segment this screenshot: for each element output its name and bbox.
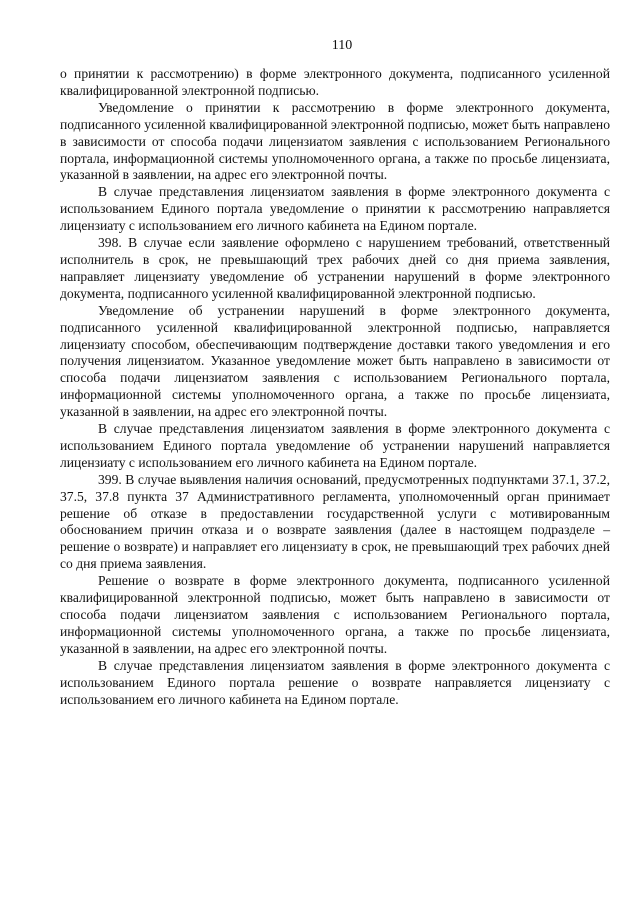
- paragraph-continuation: о принятии к рассмотрению) в форме электронного документа, подписанного усиленной квалифицированной электронной подписью.: [60, 66, 610, 98]
- page-number: 110: [331, 38, 353, 53]
- paragraph-unified-portal-acceptance: В случае представления лицензиатом заявления в форме электронного документа с использованием Единого портала уведомление о принятии к рассмотрению направляется лицензиату с использованием его личного кабинета на Едином портале.: [60, 184, 610, 234]
- paragraph-notice-acceptance: Уведомление о принятии к рассмотрению в форме электронного документа, подписанного усиленной квалифицированной электронной подписью, может быть направлено в зависимости от способа подачи лицензиатом заявления с использованием Регионального портала, информационной системы уполномоченного органа, а также по просьбе лицензиата, указанной в заявлении, на адрес его электронной почты.: [60, 99, 610, 183]
- paragraph-398: 398. В случае если заявление оформлено с нарушением требований, ответственный исполнитель в срок, не превышающий трех рабочих дней со дня приема заявления, направляет лицензиату уведомление об устранении нарушений в форме электронного документа, подписанного усиленной квалифицированной электронной подписью.: [60, 235, 610, 301]
- paragraph-return-decision: Решение о возврате в форме электронного документа, подписанного усиленной квалифицированной электронной подписью, может быть направлено в зависимости от способа подачи лицензиатом заявления с использованием Регионального портала, информационной системы уполномоченного органа, а также по просьбе лицензиата, указанной в заявлении, на адрес его электронной почты.: [60, 573, 610, 656]
- paragraph-unified-portal-violation: В случае представления лицензиатом заявления в форме электронного документа с использованием Единого портала уведомление об устранении нарушений направляется лицензиату с использованием его личного кабинета на Едином портале.: [60, 421, 610, 470]
- paragraph-399: 399. В случае выявления наличия оснований, предусмотренных подпунктами 37.1, 37.2, 37.5, 37.8 пункта 37 Административного регламента, уполномоченный орган принимает решение об отказе в предоставлении государственной услуги с мотивированным обоснованием причин отказа и о возврате заявления (далее в настоящем подразделе – решение о возврате) и направляет его лицензиату в срок, не превышающий трех рабочих дней со дня приема заявления.: [60, 471, 610, 572]
- paragraph-violation-notice: Уведомление об устранении нарушений в форме электронного документа, подписанного усиленной квалифицированной электронной подписью, направляется лицензиату способом, обеспечивающим подтверждение доставки такого уведомления и его получения лицензиатом. Указанное уведомление может быть направлено в зависимости от способа подачи лицензиатом заявления с использованием Регионального портала, информационной системы уполномоченного органа, а также по просьбе лицензиата, указанной в заявлении, на адрес его электронной почты.: [60, 302, 610, 420]
- paragraph-unified-portal-return: В случае представления лицензиатом заявления в форме электронного документа с использованием Единого портала решение о возврате направляется лицензиату с использованием его личного кабинета на Едином портале.: [60, 657, 610, 707]
